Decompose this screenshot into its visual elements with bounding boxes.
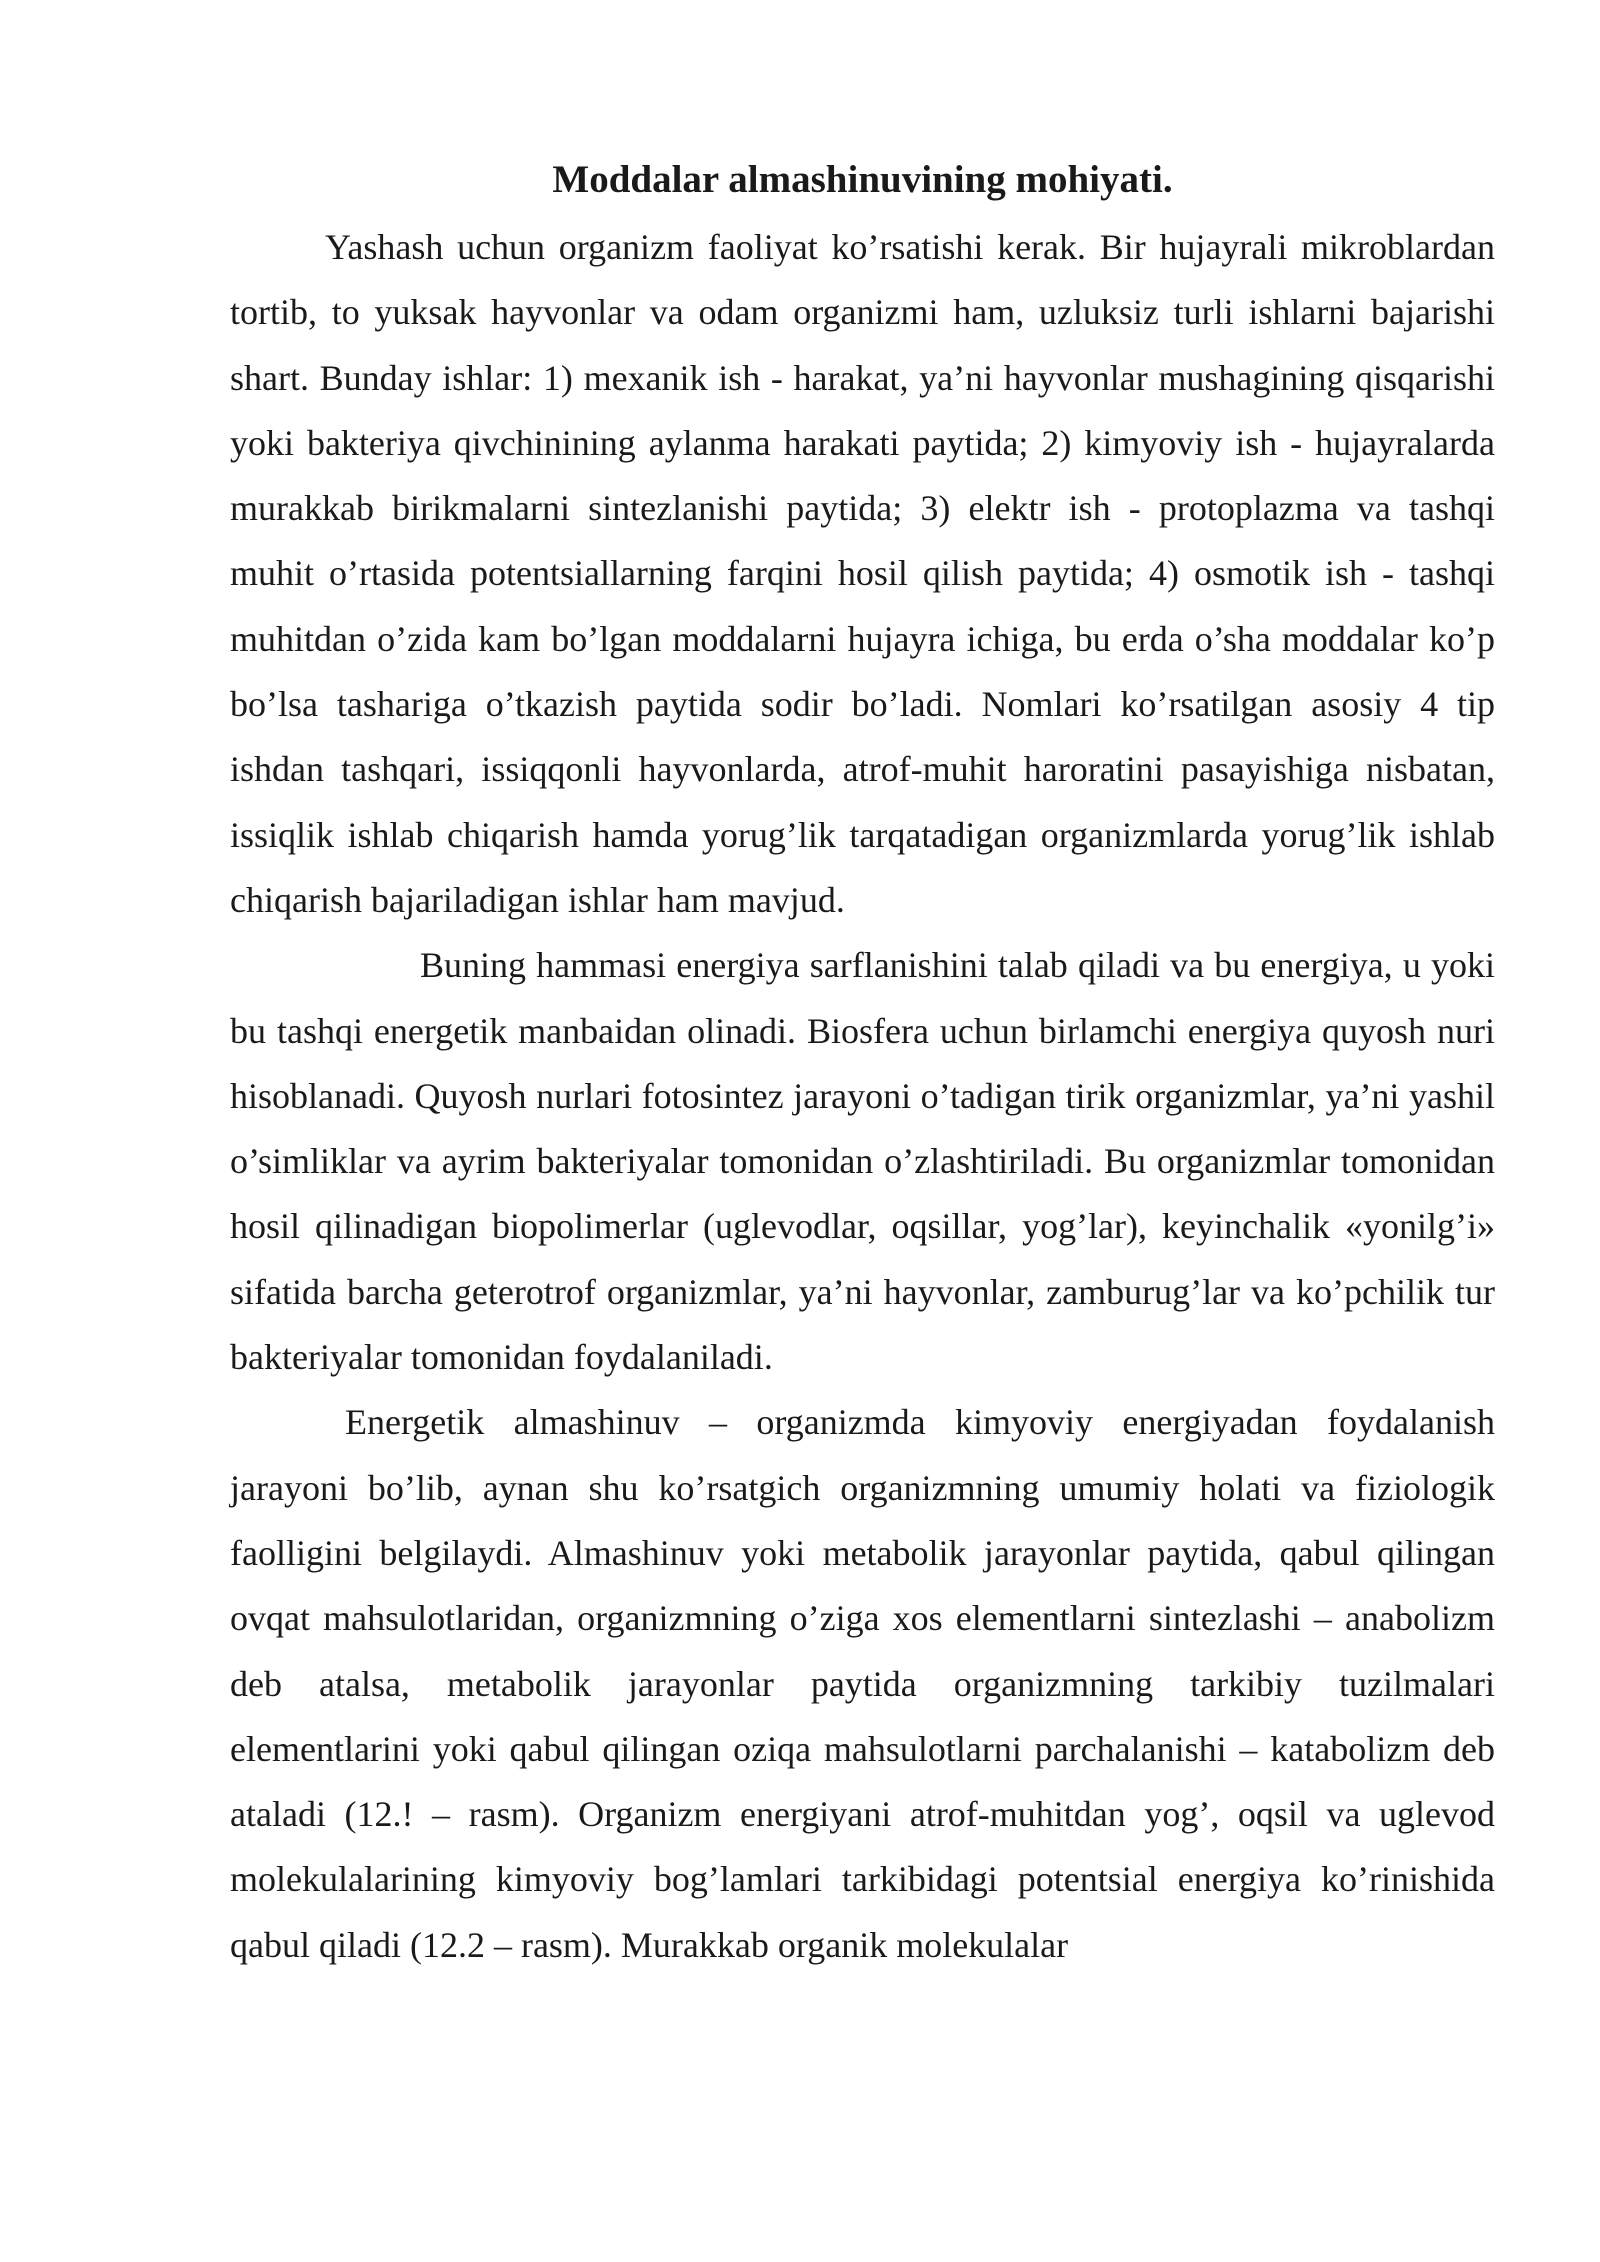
paragraph-3: Energetik almashinuv – organizmda kimyoviy energiyadan foydalanish jarayoni bo’lib, aynan shu ko’rsatgich organizmning umumiy holati va fiziologik faolligini belgilaydi. Almashinuv yoki metabolik jarayonlar paytida, qabul qilingan ovqat mahsulotlaridan, organizmning o’ziga xos elementlarni sintezlashi – anabolizm deb atalsa, metabolik jarayonlar paytida organizmning tarkibiy tuzilmalari elementlarini yoki qabul qilingan oziqa mahsulotlarni parchalanishi – katabolizm deb ataladi (12.! – rasm). Organizm energiyani atrof-muhitdan yog’, oqsil va uglevod molekulalarining kimyoviy bog’lamlari tarkibidagi potentsial energiya ko’rinishida qabul qiladi (12.2 – rasm). Murakkab organik molekulalar [230, 1402, 1495, 1965]
paragraph-2: Buning hammasi energiya sarflanishini talab qiladi va bu energiya, u yoki bu tashqi energetik manbaidan olinadi. Biosfera uchun birlamchi energiya quyosh nuri hisoblanadi. Quyosh nurlari fotosintez jarayoni o’tadigan tirik organizmlar, ya’ni yashil o’simliklar va ayrim bakteriyalar tomonidan o’zlashtiriladi. Bu organizmlar tomonidan hosil qilinadigan biopolimerlar (uglevodlar, oqsillar, yog’lar), keyinchalik «yonilg’i» sifatida barcha geterotrof organizmlar, ya’ni hayvonlar, zamburug’lar va ko’pchilik tur bakteriyalar tomonidan foydalaniladi. [230, 945, 1495, 1378]
document-body [230, 150, 1495, 1978]
document-title: Moddalar almashinuvining mohiyati. [552, 158, 1173, 201]
paragraph-1: Yashash uchun organizm faoliyat ko’rsatishi kerak. Bir hujayrali mikroblardan tortib, to yuksak hayvonlar va odam organizmi ham, uzluksiz turli ishlarni bajarishi shart. Bunday ishlar: 1) mexanik ish - harakat, ya’ni hayvonlar mushagining qisqarishi yoki bakteriya qivchinining aylanma harakati paytida; 2) kimyoviy ish - hujayralarda murakkab birikmalarni sintezlanishi paytida; 3) elektr ish - protoplazma va tashqi muhit o’rtasida potentsiallarning farqini hosil qilish paytida; 4) osmotik ish - tashqi muhitdan o’zida kam bo’lgan moddalarni hujayra ichiga, bu erda o’sha moddalar ko’p bo’lsa tashariga o’tkazish paytida sodir bo’ladi. Nomlari ko’rsatilgan asosiy 4 tip ishdan tashqari, issiqqonli hayvonlarda, atrof-muhit haroratini pasayishiga nisbatan, issiqlik ishlab chiqarish hamda yorug’lik tarqatadigan organizmlarda yorug’lik ishlab chiqarish bajariladigan ishlar ham mavjud. [230, 227, 1495, 920]
